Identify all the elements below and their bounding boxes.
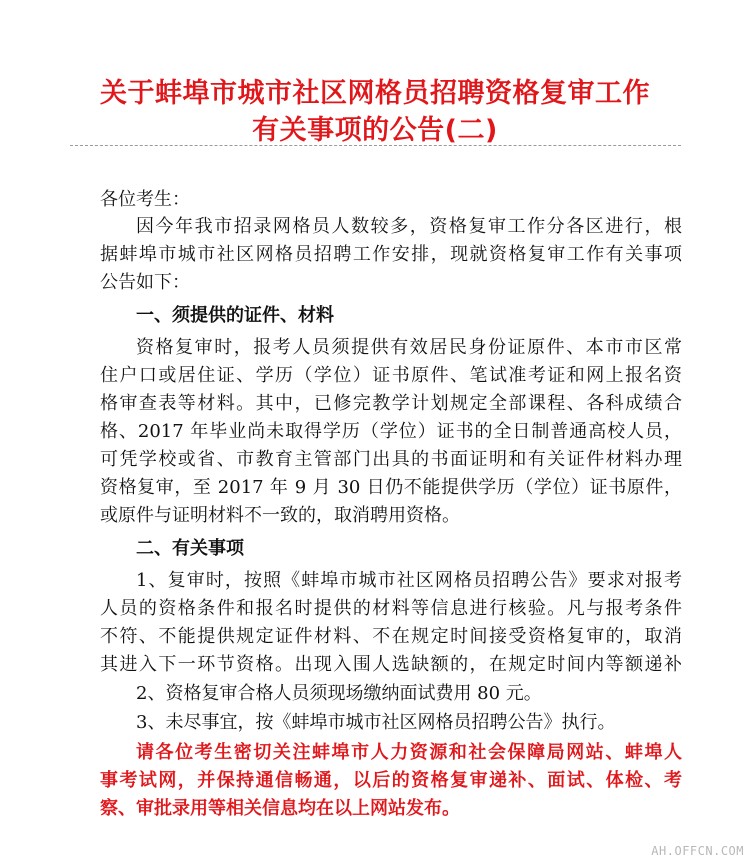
intro-line: 因今年我市招录网格员人数较多，资格复审工作分各区进行，根 xyxy=(136,216,682,237)
section-1-line: 可凭学校或省、市教育主管部门出具的书面证明和有关证件材料办理 xyxy=(100,449,682,470)
emphasis-line: 事考试网，并保持通信畅通，以后的资格复审递补、面试、体检、考 xyxy=(100,770,682,791)
notice-title-line-2: 有关事项的公告(二) xyxy=(252,115,498,146)
item-1-line: 1、复审时，按照《蚌埠市城市社区网格员招聘公告》要求对报考 xyxy=(136,570,682,591)
intro-line: 公告如下： xyxy=(100,272,190,293)
item-3: 3、未尽事宜，按《蚌埠市城市社区网格员招聘公告》执行。 xyxy=(136,712,616,733)
item-1-line: 不符、不能提供规定证件材料、不在规定时间接受资格复审的，取消 xyxy=(100,626,682,647)
emphasis-line: 察、审批录用等相关信息均在以上网站发布。 xyxy=(100,798,460,819)
section-1-line: 格审查表等材料。其中，已修完教学计划规定全部课程、各科成绩合 xyxy=(100,393,682,414)
section-1-line: 资格复审时，报考人员须提供有效居民身份证原件、本市市区常 xyxy=(136,337,682,358)
site-watermark: AH.OFFCN.COM xyxy=(651,844,744,858)
section-1-line: 或原件与证明材料不一致的，取消聘用资格。 xyxy=(100,505,460,526)
section-2-heading: 二、有关事项 xyxy=(136,538,244,559)
salutation: 各位考生： xyxy=(100,189,190,210)
section-1-line: 格、2017 年毕业尚未取得学历（学位）证书的全日制普通高校人员， xyxy=(100,421,682,442)
section-1-heading: 一、须提供的证件、材料 xyxy=(136,305,334,326)
item-2: 2、资格复审合格人员须现场缴纳面试费用 80 元。 xyxy=(136,683,542,704)
intro-line: 据蚌埠市城市社区网格员招聘工作安排，现就资格复审工作有关事项 xyxy=(100,244,682,265)
emphasis-line: 请各位考生密切关注蚌埠市人力资源和社会保障局网站、蚌埠人 xyxy=(136,742,682,763)
section-1-line: 资格复审，至 2017 年 9 月 30 日仍不能提供学历（学位）证书原件， xyxy=(100,477,682,498)
item-1-line: 其进入下一环节资格。出现入围人选缺额的，在规定时间内等额递补 xyxy=(100,654,682,675)
title-divider xyxy=(70,145,681,146)
section-1-line: 住户口或居住证、学历（学位）证书原件、笔试准考证和网上报名资 xyxy=(100,365,682,386)
notice-title-line-1: 关于蚌埠市城市社区网格员招聘资格复审工作 xyxy=(100,78,650,109)
item-1-line: 人员的资格条件和报名时提供的材料等信息进行核验。凡与报考条件 xyxy=(100,598,682,619)
